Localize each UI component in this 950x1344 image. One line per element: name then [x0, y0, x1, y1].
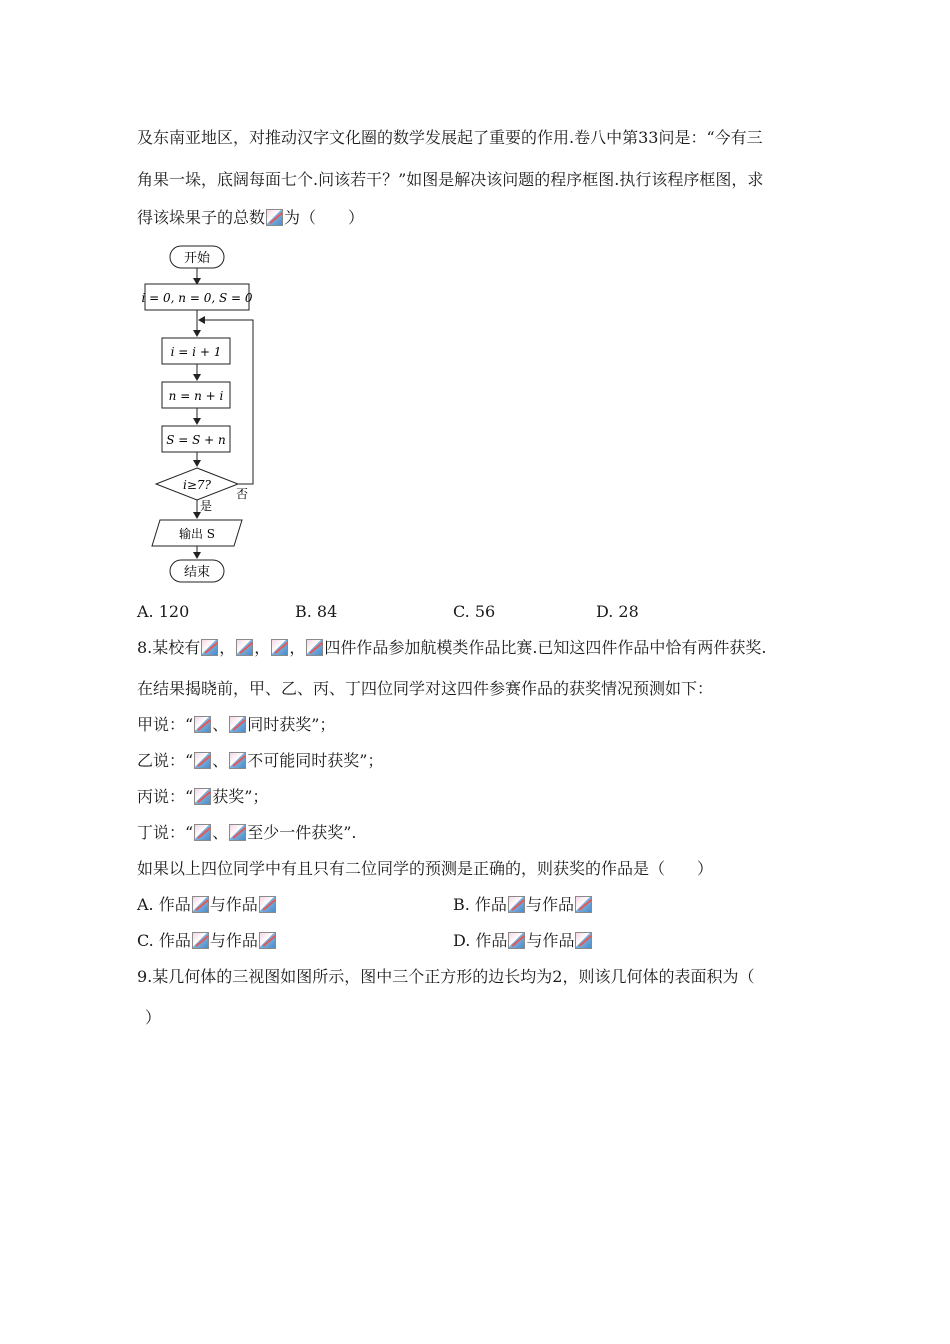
bing-label: 丙说：“	[137, 787, 194, 806]
image-icon	[194, 824, 211, 841]
image-icon	[575, 932, 592, 949]
yi-text: 不可能同时获奖”；	[247, 751, 384, 770]
q8-line-2: 在结果揭晓前，甲、乙、丙、丁四位同学对这四件参赛作品的获奖情况预测如下：	[137, 679, 714, 698]
image-icon	[508, 896, 525, 913]
work-a-image-icon	[201, 639, 218, 656]
flow-condition-label: i≥7?	[183, 478, 211, 492]
and-text: 与作品	[209, 931, 258, 950]
image-icon	[192, 932, 209, 949]
image-icon	[259, 932, 276, 949]
option-c-label: C. 作品	[137, 931, 191, 950]
flow-step-n-label: n = n + i	[168, 389, 224, 403]
q8-yi	[137, 751, 383, 771]
bing-text: 获奖”；	[212, 787, 269, 806]
intro-line-1: 及东南亚地区，对推动汉字文化圈的数学发展起了重要的作用.卷八中第33问是：“今有三	[137, 128, 763, 147]
intro-line-2: 角果一垛，底阔每面七个.问该若干？”如图是解决该问题的程序框图.执行该程序框图，求	[137, 170, 764, 189]
yi-label: 乙说：“	[137, 751, 194, 770]
jia-label: 甲说：“	[137, 715, 194, 734]
q8-option-d	[453, 931, 593, 951]
flow-init-label: i = 0, n = 0, S = 0	[141, 291, 253, 305]
dun-sep: 、	[212, 751, 229, 770]
image-icon	[229, 752, 246, 769]
q9-line-2: ）	[145, 1008, 162, 1027]
flow-no-label: 否	[236, 487, 249, 501]
q8-bing	[137, 787, 268, 807]
image-icon	[192, 896, 209, 913]
intro-line-3-end: 为（ ）	[284, 208, 365, 227]
ding-text: 至少一件获奖”.	[247, 823, 357, 842]
q7-option-b: B. 84	[295, 602, 338, 621]
flow-start-label: 开始	[183, 251, 211, 266]
q7-option-d: D. 28	[596, 602, 639, 621]
jia-text: 同时获奖”；	[247, 715, 336, 734]
and-text: 与作品	[525, 895, 574, 914]
image-icon	[508, 932, 525, 949]
work-c-image-icon	[271, 639, 288, 656]
work-d-image-icon	[306, 639, 323, 656]
dun-sep: 、	[212, 715, 229, 734]
flowchart	[140, 240, 270, 590]
q9-line-1: 9.某几何体的三视图如图所示，图中三个正方形的边长均为2，则该几何体的表面积为（	[137, 967, 755, 986]
intro-line-3-start: 得该垛果子的总数	[137, 208, 266, 227]
option-a-label: A. 作品	[137, 895, 191, 914]
flow-step-i-label: i = i + 1	[170, 345, 222, 359]
image-icon	[229, 824, 246, 841]
option-d-label: D. 作品	[453, 931, 508, 950]
q8-line-1	[137, 638, 767, 658]
flow-step-s-label: S = S + n	[166, 433, 226, 447]
comma: ，	[219, 638, 236, 657]
formula-image-icon	[266, 209, 283, 226]
q8-question: 如果以上四位同学中有且只有二位同学的预测是正确的，则获奖的作品是（ ）	[137, 859, 714, 878]
and-text: 与作品	[526, 931, 575, 950]
image-icon	[229, 716, 246, 733]
work-b-image-icon	[236, 639, 253, 656]
image-icon	[575, 896, 592, 913]
and-text: 与作品	[209, 895, 258, 914]
image-icon	[194, 716, 211, 733]
q7-option-c: C. 56	[453, 602, 496, 621]
q8-option-c	[137, 931, 277, 951]
flow-yes-label: 是	[200, 499, 213, 513]
dun-sep: 、	[212, 823, 229, 842]
q8-intro-text-end: 四件作品参加航模类作品比赛.已知这四件作品中恰有两件获奖.	[324, 638, 767, 657]
intro-line-3	[137, 208, 364, 228]
flow-output-label: 输出 S	[178, 527, 216, 541]
q8-jia	[137, 715, 335, 735]
q8-intro-text: 8.某校有	[137, 638, 201, 657]
ding-label: 丁说：“	[137, 823, 194, 842]
comma: ，	[254, 638, 271, 657]
image-icon	[259, 896, 276, 913]
comma: ，	[289, 638, 306, 657]
q8-ding	[137, 823, 356, 843]
q7-option-a: A. 120	[137, 602, 190, 621]
image-icon	[194, 788, 211, 805]
option-b-label: B. 作品	[453, 895, 507, 914]
image-icon	[194, 752, 211, 769]
q8-option-a	[137, 895, 277, 915]
flow-end-label: 结束	[183, 565, 211, 580]
q8-option-b	[453, 895, 593, 915]
